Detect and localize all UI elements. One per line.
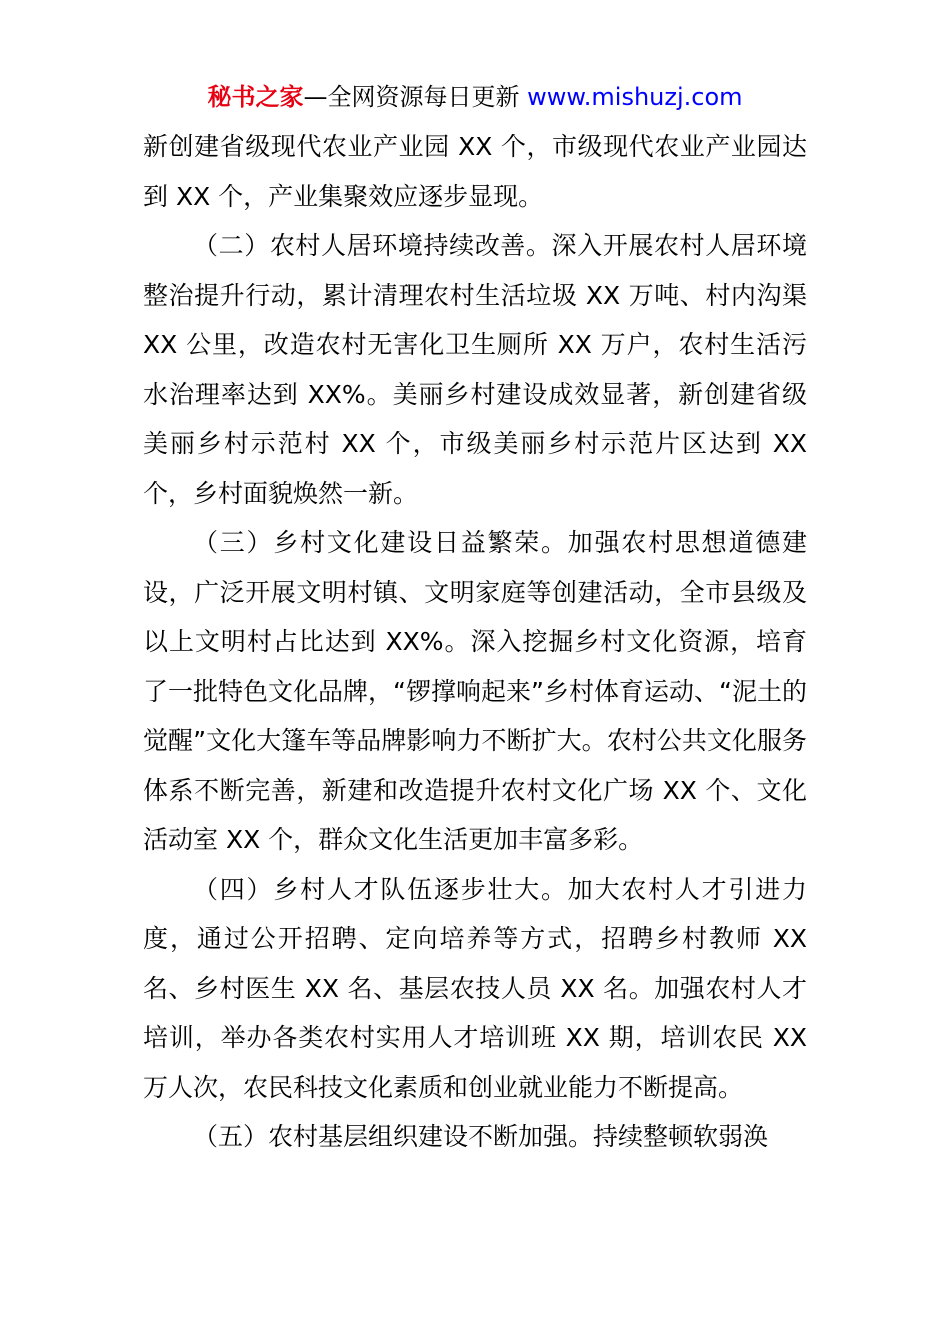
site-header bbox=[0, 80, 950, 114]
site-url-link[interactable]: www.mishuzj.com bbox=[527, 83, 743, 111]
paragraph-section-3: （三）乡村文化建设日益繁荣。加强农村思想道德建设，广泛开展文明村镇、文明家庭等创建活动，全市县级及以上文明村占比达到 XX%。深入挖掘乡村文化资源，培育了一批特色文化品牌，“锣撑响起来”乡村体育运动、“泥土的觉醒”文化大篷车等品牌影响力不断扩大。农村公共文化服务体系不断完善，新建和改造提升农村文化广场 XX 个、文化活动室 XX 个，群众文化生活更加丰富多彩。 bbox=[143, 528, 807, 854]
paragraph-section-4: （四）乡村人才队伍逐步壮大。加大农村人才引进力度，通过公开招聘、定向培养等方式，招聘乡村教师 XX 名、乡村医生 XX 名、基层农技人员 XX 名。加强农村人才培训，举办各类农村实用人才培训班 XX 期，培训农民 XX 万人次，农民科技文化素质和创业就业能力不断提高。 bbox=[143, 874, 807, 1102]
paragraph-section-2: （二）农村人居环境持续改善。深入开展农村人居环境整治提升行动，累计清理农村生活垃圾 XX 万吨、村内沟渠 XX 公里，改造农村无害化卫生厕所 XX 万户，农村生活污水治理率达到 XX%。美丽乡村建设成效显著，新创建省级美丽乡村示范村 XX 个，市级美丽乡村示范片区达到 XX 个，乡村面貌焕然一新。 bbox=[143, 231, 807, 508]
document-body bbox=[143, 122, 807, 1162]
header-tagline: —全网资源每日更新 bbox=[303, 83, 528, 111]
brand-name: 秘书之家 bbox=[207, 83, 304, 111]
paragraph-section-5: （五）农村基层组织建设不断加强。持续整顿软弱涣 bbox=[193, 1122, 769, 1151]
paragraph-continuation: 新创建省级现代农业产业园 XX 个，市级现代农业产业园达到 XX 个，产业集聚效应逐步显现。 bbox=[143, 132, 807, 211]
